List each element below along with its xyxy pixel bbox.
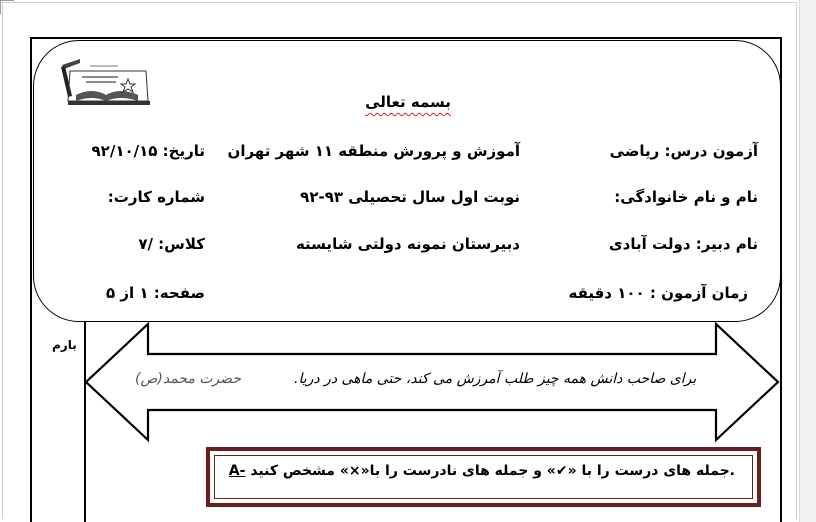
exam-round-field: نوبت اول سال تحصیلی ۹۳-۹۲: [300, 188, 520, 206]
question-a-instruction: [229, 463, 735, 479]
question-a-box: [206, 447, 761, 507]
card-number-field: شماره کارت:: [107, 188, 205, 206]
teacher-field: نام دبیر: دولت آبادی: [608, 235, 758, 253]
basmala-heading: بسمه تعالی: [365, 93, 451, 111]
question-text: جمله های درست را با «✔» و جمله های نادرست را با«×» مشخص کنید.: [250, 463, 735, 479]
duration-field: زمان آزمون : ۱۰۰ دقیقه: [568, 284, 748, 302]
question-number: A-: [228, 463, 246, 479]
crop-mark: [0, 0, 14, 1]
school-field: دبیرستان نمونه دولتی شایسته: [295, 235, 520, 253]
subject-field: آزمون درس: ریاضی: [609, 142, 758, 160]
hadith-text: برای صاحب دانش همه چیز طلب آمرزش می کند، حتی ماهی در دریا.: [294, 371, 697, 387]
hadith-attribution: حضرت محمد(ص): [135, 371, 241, 387]
score-column-label: بارم: [52, 338, 77, 352]
date-field: تاریخ: ۹۲/۱۰/۱۵: [91, 142, 205, 160]
window-right-edge: [799, 0, 816, 522]
department-field: آموزش و پرورش منطقه ۱۱ شهر تهران: [227, 142, 520, 160]
student-name-field: نام و نام خانوادگی:: [614, 188, 758, 206]
page-number-field: صفحه: ۱ از ۵: [106, 284, 205, 302]
class-field: کلاس: /۷: [138, 235, 205, 253]
crop-mark: [0, 0, 1, 14]
